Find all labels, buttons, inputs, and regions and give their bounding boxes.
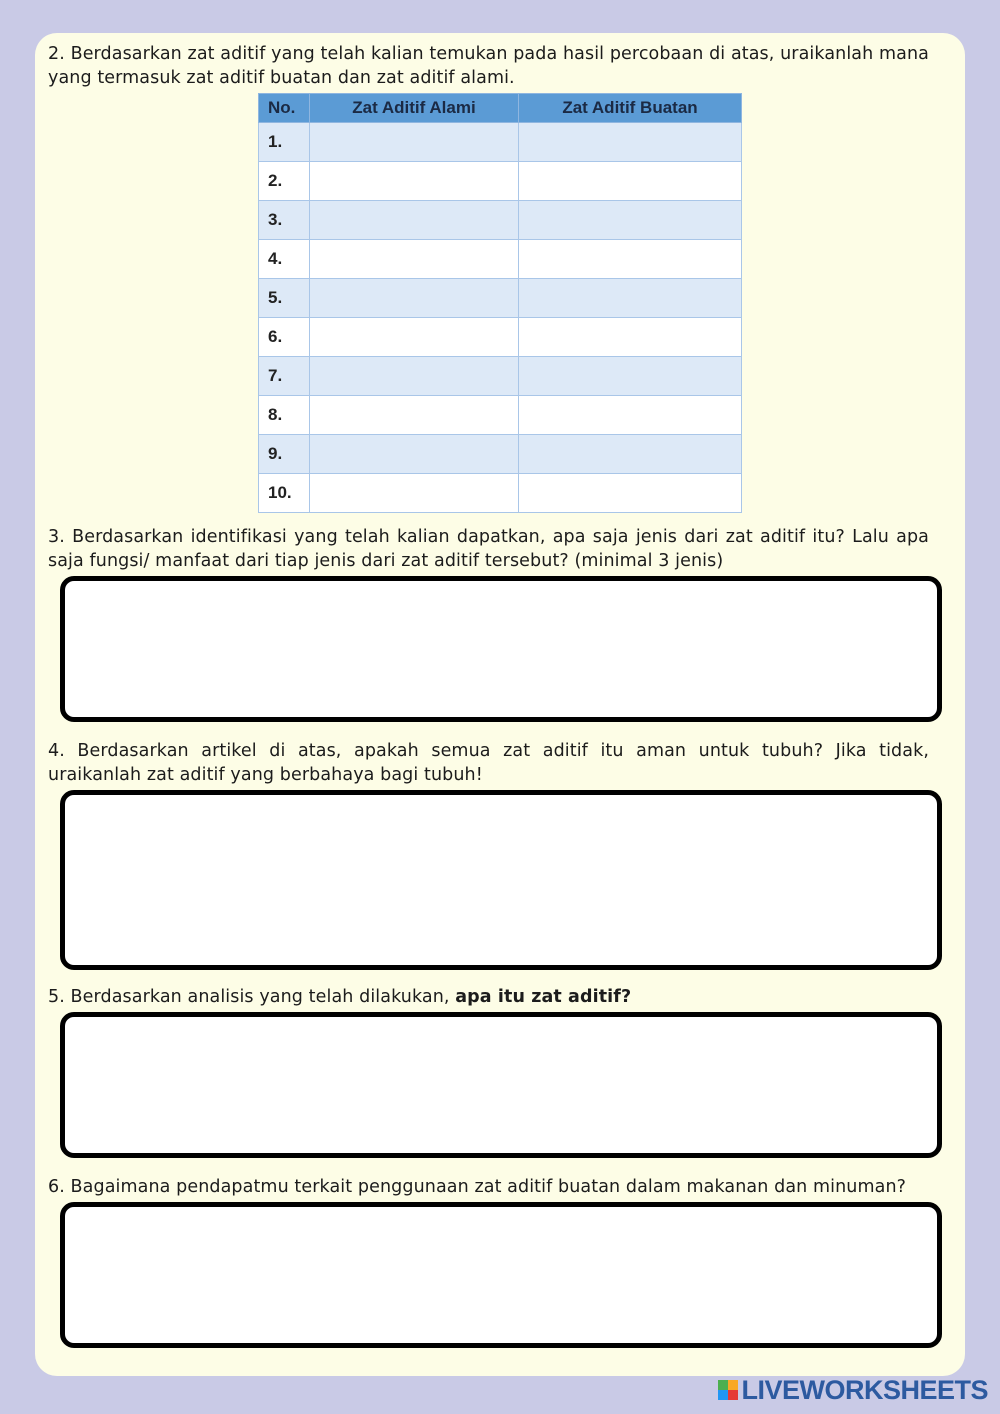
question-4: 4. Berdasarkan artikel di atas, apakah semua zat aditif itu aman untuk tubuh? Jika tidak, uraikanlah zat aditif yang berbahaya bagi tubuh!: [48, 741, 929, 785]
question-5-emphasis: apa itu zat aditif?: [455, 987, 632, 1007]
natural-cell[interactable]: [310, 162, 519, 201]
natural-cell[interactable]: [310, 435, 519, 474]
question-3: 3. Berdasarkan identifikasi yang telah kalian dapatkan, apa saja jenis dari zat aditif itu? Lalu apa saja fungsi/ manfaat dari tiap jenis dari zat aditif tersebut? (minimal 3 jenis): [48, 527, 929, 571]
liveworksheets-logo-icon: [718, 1380, 738, 1400]
brand-name: LIVEWORKSHEETS: [741, 1374, 988, 1405]
row-number: 5.: [259, 279, 310, 318]
natural-cell[interactable]: [310, 357, 519, 396]
row-number: 9.: [259, 435, 310, 474]
row-number: 3.: [259, 201, 310, 240]
artificial-cell[interactable]: [519, 357, 742, 396]
artificial-cell[interactable]: [519, 396, 742, 435]
natural-cell[interactable]: [310, 318, 519, 357]
table-row: [259, 357, 742, 396]
header-natural: Zat Aditif Alami: [310, 94, 519, 123]
table-row: [259, 396, 742, 435]
row-number: 6.: [259, 318, 310, 357]
table-row: [259, 279, 742, 318]
table-row: [259, 123, 742, 162]
table-row: [259, 474, 742, 513]
table-row: [259, 318, 742, 357]
natural-cell[interactable]: [310, 240, 519, 279]
answer-box-q6[interactable]: [60, 1202, 942, 1348]
answer-box-q4[interactable]: [60, 790, 942, 970]
row-number: 2.: [259, 162, 310, 201]
row-number: 8.: [259, 396, 310, 435]
additive-table: [258, 93, 742, 513]
row-number: 4.: [259, 240, 310, 279]
table-header-row: [259, 94, 742, 123]
table-row: [259, 435, 742, 474]
table-row: [259, 162, 742, 201]
answer-box-q5[interactable]: [60, 1012, 942, 1158]
natural-cell[interactable]: [310, 396, 519, 435]
liveworksheets-brand: [718, 1376, 988, 1404]
natural-cell[interactable]: [310, 474, 519, 513]
header-no: No.: [259, 94, 310, 123]
artificial-cell[interactable]: [519, 318, 742, 357]
table-row: [259, 240, 742, 279]
artificial-cell[interactable]: [519, 240, 742, 279]
artificial-cell[interactable]: [519, 474, 742, 513]
artificial-cell[interactable]: [519, 123, 742, 162]
row-number: 10.: [259, 474, 310, 513]
natural-cell[interactable]: [310, 123, 519, 162]
logo-square: [718, 1380, 728, 1390]
logo-square: [718, 1390, 728, 1400]
logo-square: [728, 1390, 738, 1400]
question-5-text: 5. Berdasarkan analisis yang telah dilakukan,: [48, 987, 456, 1007]
question-2: 2. Berdasarkan zat aditif yang telah kalian temukan pada hasil percobaan di atas, uraikanlah mana yang termasuk zat aditif buatan dan zat aditif alami.: [48, 44, 929, 88]
answer-box-q3[interactable]: [60, 576, 942, 722]
logo-square: [728, 1380, 738, 1390]
natural-cell[interactable]: [310, 279, 519, 318]
row-number: 1.: [259, 123, 310, 162]
question-5: [48, 985, 929, 1009]
artificial-cell[interactable]: [519, 279, 742, 318]
artificial-cell[interactable]: [519, 201, 742, 240]
artificial-cell[interactable]: [519, 435, 742, 474]
table-row: [259, 201, 742, 240]
question-6: 6. Bagaimana pendapatmu terkait penggunaan zat aditif buatan dalam makanan dan minuman?: [48, 1177, 907, 1197]
header-artificial: Zat Aditif Buatan: [519, 94, 742, 123]
artificial-cell[interactable]: [519, 162, 742, 201]
natural-cell[interactable]: [310, 201, 519, 240]
row-number: 7.: [259, 357, 310, 396]
